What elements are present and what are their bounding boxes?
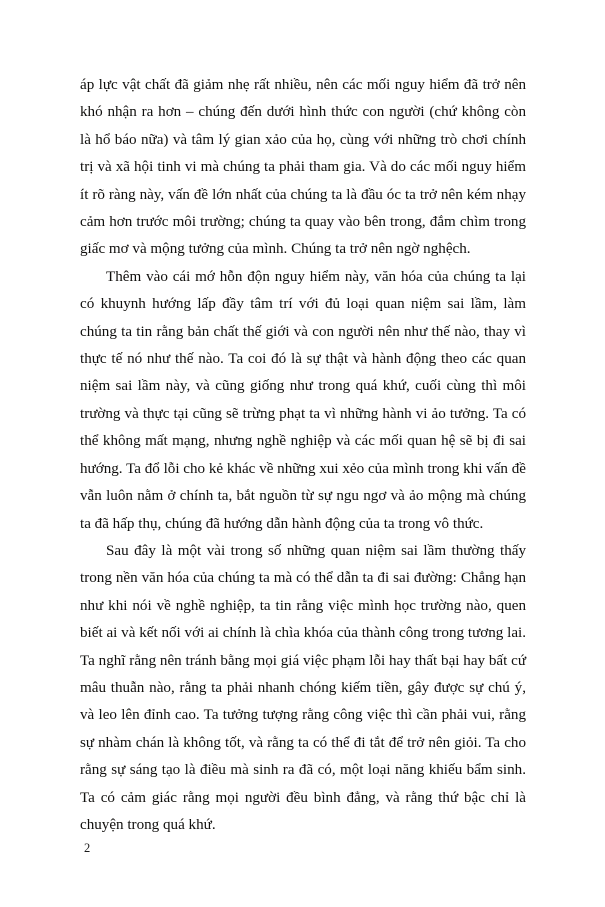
paragraph: Sau đây là một vài trong số những quan niệm sai lầm thường thấy trong nền văn hóa của chúng ta mà có thể dẫn ta đi sai đường: Chẳng hạn như khi nói về nghề nghiệp, ta tin rằng việc mình học trường nào, quen biết ai và kết nối với ai chính là chìa khóa của thành công trong tương lai. Ta nghĩ rằng nên tránh bằng mọi giá việc phạm lỗi hay thất bại hay bất cứ mâu thuẫn nào, rằng ta phải nhanh chóng kiếm tiền, gây được sự chú ý, và leo lên đỉnh cao. Ta tưởng tượng rằng công việc thì cần phải vui, rằng sự nhàm chán là không tốt, và rằng ta có thể đi tắt để trở nên giỏi. Ta cho rằng sự sáng tạo là điều mà sinh ra đã có, một loại năng khiếu bẩm sinh. Ta có cảm giác rằng mọi người đều bình đẳng, và rằng thứ bậc chỉ là chuyện trong quá khứ.	[80, 542, 526, 833]
paragraph: áp lực vật chất đã giảm nhẹ rất nhiều, nên các mối nguy hiểm đã trở nên khó nhận ra hơn – chúng đến dưới hình thức con người (chứ không còn là hổ báo nữa) và tâm lý gian xảo của họ, cùng với những trò chơi chính trị và xã hội tinh vi mà chúng ta phải tham gia. Và do các mối nguy hiểm ít rõ ràng này, vấn đề lớn nhất của chúng ta là đầu óc ta trở nên kém nhạy cảm hơn trước môi trường; chúng ta quay vào bên trong, đắm chìm trong giấc mơ và mộng tưởng của mình. Chúng ta trở nên ngờ nghệch.	[80, 77, 526, 258]
page-body	[80, 72, 526, 839]
page-number: 2	[84, 841, 91, 855]
paragraph: Thêm vào cái mớ hỗn độn nguy hiểm này, văn hóa của chúng ta lại có khuynh hướng lấp đầy tâm trí với đủ loại quan niệm sai lầm, làm chúng ta tin rằng bản chất thế giới và con người nên như thế nào, thay vì thực tế nó như thế nào. Ta coi đó là sự thật và hành động theo các quan niệm sai lầm này, và cũng giống như trong quá khứ, cuối cùng thì môi trường và thực tại cũng sẽ trừng phạt ta vì những hành vi ảo tưởng. Ta có thể không mất mạng, nhưng nghề nghiệp và các mối quan hệ sẽ bị đi sai hướng. Ta đổ lỗi cho kẻ khác về những xui xẻo của mình trong khi vấn đề vẫn luôn nằm ở chính ta, bắt nguồn từ sự ngu ngơ và ảo mộng mà chúng ta đã hấp thụ, chúng đã hướng dẫn hành động của ta trong vô thức.	[80, 268, 526, 532]
